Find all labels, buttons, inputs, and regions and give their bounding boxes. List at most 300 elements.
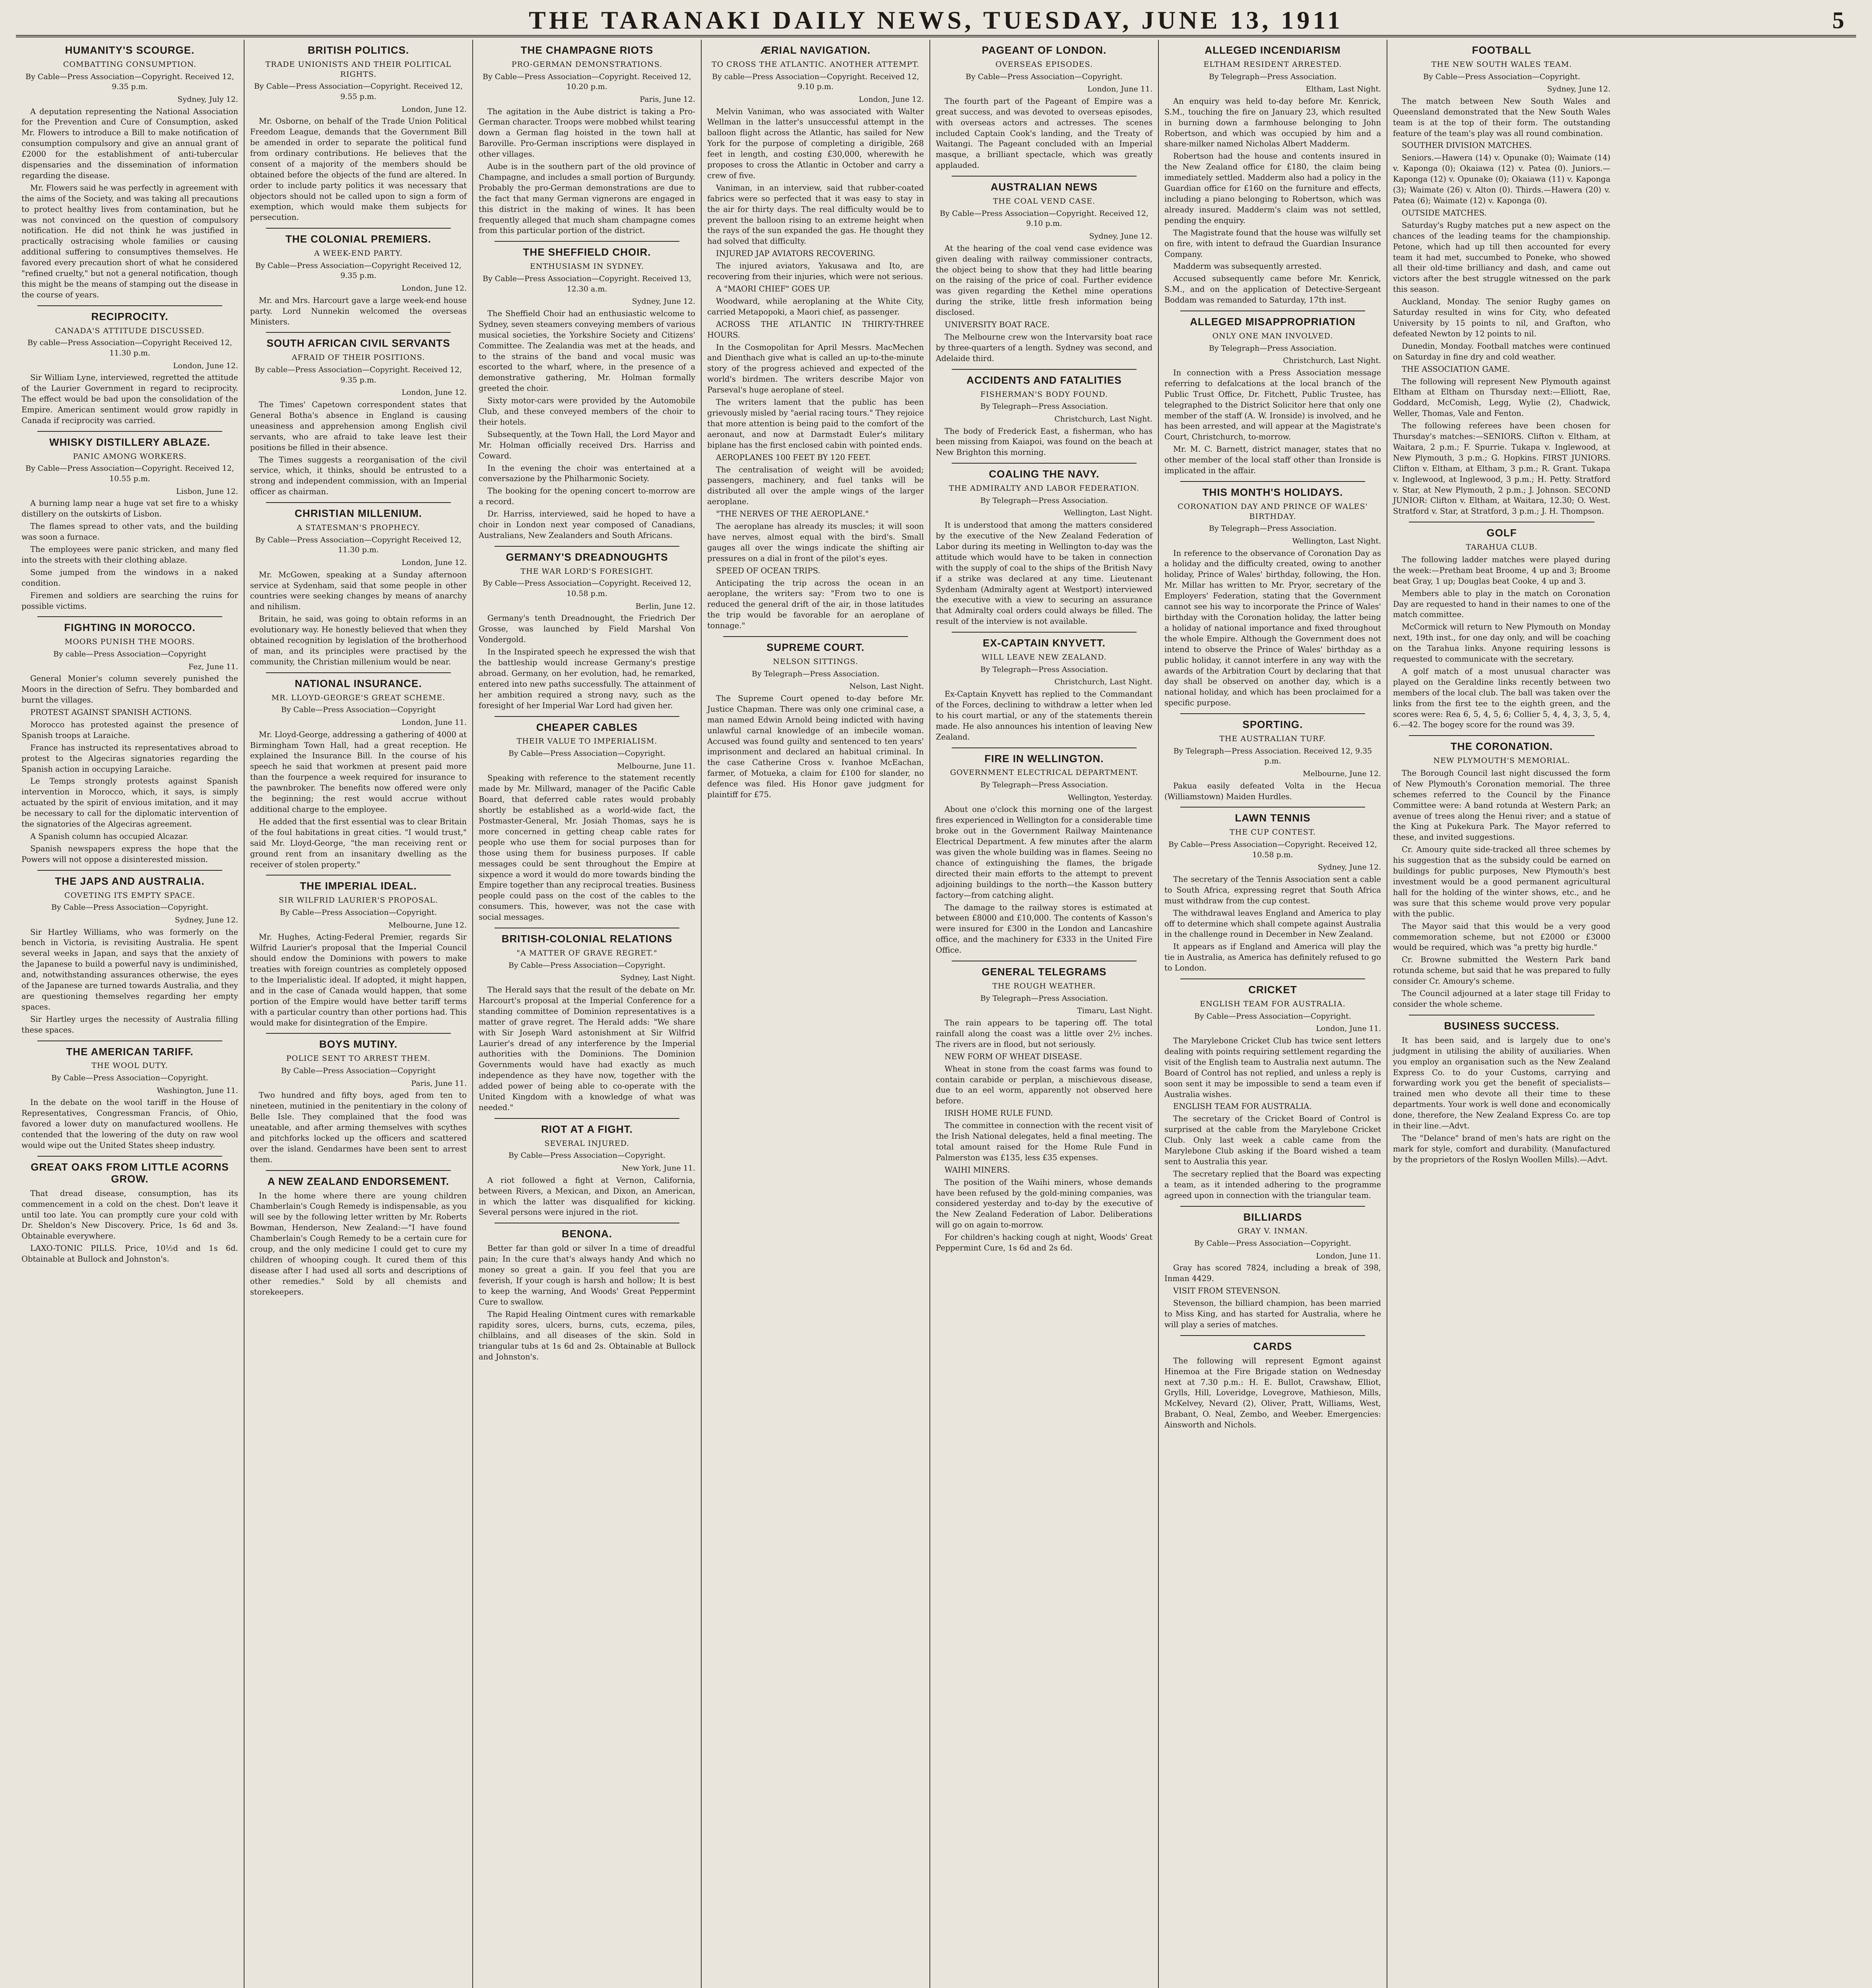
article-paragraph: The secretary of the Cricket Board of Control is surprised at the cable from the Marylebone Cricket Club. Only last week a cable came from the Marylebone Club asking if the Board wished a team sent to Australia this year.	[1164, 1114, 1381, 1166]
article-headline: CHRISTIAN MILLENIUM.	[295, 507, 422, 520]
article-headline: COALING THE NAVY.	[989, 468, 1100, 480]
article-subheading: THE ROUGH WEATHER.	[992, 982, 1096, 990]
article-paragraph: The Melbourne crew won the Intervarsity boat race by three-quarters of a length. Sydney was second, and Adelaide third.	[936, 332, 1152, 363]
article-credit: By Cable—Press Association—Copyright Received 12, 11.30 p.m.	[255, 535, 462, 555]
article-headline: SPORTING.	[1242, 718, 1303, 731]
article	[479, 546, 695, 711]
column-6	[1159, 40, 1387, 1988]
article-headline: THE SHEFFIELD CHOIR.	[523, 246, 651, 258]
article	[479, 45, 695, 236]
article	[936, 747, 1152, 956]
article	[250, 228, 467, 327]
article-credit: By cable—Press Association—Copyright. Received 12, 9.10 p.m.	[712, 72, 919, 91]
article-credit: By Cable—Press Association—Copyright.	[1194, 1011, 1351, 1021]
article-paragraph: It appears as if England and America will play the tie in Australia, as America has definitely refused to go to London.	[1164, 942, 1381, 973]
article-paragraph: A burning lamp near a huge vat set fire to a whisky distillery on the outskirts of Lisbon.	[21, 499, 238, 519]
article-paragraph: Mr. M. C. Barnett, district manager, states that no other member of the local staff other than Ironside is implicated in the affair.	[1164, 445, 1381, 476]
article-paragraph: The secretary replied that the Board was expecting a team, as it intended adhering to the programme agreed upon in connection with the triangular team.	[1164, 1169, 1381, 1200]
article-dateline: Wellington, Last Night.	[1292, 536, 1381, 546]
article-divider	[266, 672, 451, 673]
article-paragraph: The booking for the opening concert to-morrow are a record.	[479, 486, 695, 507]
article-subheading: TO CROSS THE ATLANTIC. ANOTHER ATTEMPT.	[712, 60, 920, 69]
article-paragraph: In reference to the observance of Coronation Day as a holiday and the difficulty created, owing to another holiday, Prince of Wales' birthday, following, the Hon. Mr. Millar has written to Mr. Pryor, secretary of the Employers' Federation, stating that the Government cannot see his way to incorporate the Prince of Wales' birthday with the Coronation holiday, the latter being a holiday of national importance and fixed throughout the whole Empire. Although the Government does not intend to observe the Prince of Wales' birthday as a public holiday, it cannot interfere in any way with the awards of the Arbitration Court by declaring that that day shall be observed on another day, which is a national holiday, and which has been proclaimed for a specific purpose.	[1164, 548, 1381, 708]
article-credit: By Telegraph—Press Association.	[980, 780, 1108, 790]
article-divider	[266, 1033, 451, 1034]
article-paragraph: About one o'clock this morning one of the largest fires experienced in Wellington for a considerable time broke out in the Government Railway Maintenance Electrical Department. A few minutes after the alarm was given the whole building was in flames. Seeing no chance of extinguishing the flames, the brigade directed their main efforts to the attempt to prevent adjoining buildings to the north—the Kasson buttery factory—from catching alight.	[936, 805, 1152, 900]
article-headline: FOOTBALL	[1472, 44, 1532, 56]
article-divider	[495, 241, 679, 242]
article-paragraph: The following will represent Egmont against Hinemoa at the Fire Brigade station on Wednesday next at 7.30 p.m.: H. E. Bullot, Crawshaw, Elliot, Grylls, Hill, Loveridge, Lovegrove, Mathieson, Mills, McKelvey, Nevard (2), Oliver, Pratt, Williams, West, Brabant, O. Neal, Zembo, and Weeber. Emergencies: Ainsworth and Nichols.	[1164, 1356, 1381, 1430]
article-paragraph: The committee in connection with the recent visit of the Irish National delegates, held a final meeting. The total amount raised for the Home Rule Fund in Palmerston was £135, less £35 expenses.	[936, 1121, 1152, 1162]
article	[250, 1170, 467, 1298]
article-body	[21, 927, 238, 1036]
article-paragraph: The withdrawal leaves England and America to play off to determine which shall compete against Australia in the challenge round in December in New Zealand.	[1164, 908, 1381, 939]
article-subheading: ENTHUSIASM IN SYDNEY.	[530, 262, 644, 271]
article-body	[479, 613, 695, 711]
article	[21, 305, 238, 426]
article-body	[21, 373, 238, 426]
article	[21, 431, 238, 612]
article	[1164, 1335, 1381, 1431]
article-paragraph: Ex-Captain Knyvett has replied to the Commandant of the Forces, declining to withdraw a letter when led to his court martial, or any of the statements therein made. He also announces his intention of leaving New Zealand.	[936, 689, 1152, 742]
article	[707, 45, 924, 631]
article-dateline: Christchurch, Last Night.	[1283, 356, 1381, 365]
article-subheading: SEVERAL INJURED.	[544, 1139, 630, 1148]
article-divider	[1180, 807, 1365, 808]
article	[1393, 522, 1610, 730]
article-dateline: Melbourne, June 12.	[388, 920, 467, 930]
article-paragraph: Dunedin, Monday. Football matches were continued on Saturday in fine dry and cold weather.	[1393, 341, 1610, 361]
article-paragraph: NEW FORM OF WHEAT DISEASE.	[945, 1052, 1082, 1061]
article-credit: By Cable—Press Association—Copyright.	[508, 1151, 665, 1160]
article-divider	[266, 502, 451, 503]
article-headline: GOLF	[1486, 527, 1517, 539]
article-headline: RIOT AT A FIGHT.	[541, 1123, 633, 1135]
article-subheading: NELSON SITTINGS.	[773, 657, 858, 666]
article-divider	[495, 716, 679, 717]
article-credit: By Telegraph—Press Association. Received 12, 9.35 p.m.	[1173, 746, 1372, 766]
article-paragraph: That dread disease, consumption, has its commencement in a cold on the chest. Don't leave it until too late. You can promptly cure your cold with Dr. Sheldon's New Discovery. Price, 1s 6d and 3s. Obtainable everywhere.	[21, 1188, 238, 1241]
article-subheading: POLICE SENT TO ARREST THEM.	[286, 1054, 431, 1063]
article-credit: By Cable—Press Association—Copyright.	[51, 1074, 208, 1083]
article-subheading: THE AUSTRALIAN TURF.	[1219, 734, 1326, 744]
article-body	[250, 1191, 467, 1298]
article-divider	[1180, 1335, 1365, 1336]
article-divider	[952, 747, 1137, 748]
article-paragraph: The following ladder matches were played during the week:—Pretham beat Broome, 4 up and 3; Broome beat Gray, 1 up; Douglas beat Cooke, 4 up and 3.	[1393, 555, 1610, 586]
article-headline: THE AMERICAN TARIFF.	[66, 1045, 194, 1058]
article-paragraph: WAIHI MINERS.	[945, 1165, 1010, 1175]
article-body	[936, 520, 1152, 627]
article-paragraph: Morocco has protested against the presence of Spanish troops at Laraiche.	[21, 720, 238, 740]
article	[250, 672, 467, 870]
article-paragraph: Cr. Browne submitted the Western Park band rotunda scheme, but said that he was prepared to fully consider Cr. Amoury's scheme.	[1393, 955, 1610, 986]
article-credit: By Telegraph—Press Association.	[751, 669, 880, 678]
article-subheading: SIR WILFRID LAURIER'S PROPOSAL.	[279, 896, 438, 905]
article-body	[936, 243, 1152, 364]
article	[479, 1223, 695, 1363]
article-paragraph: Melvin Vaniman, who was associated with Walter Wellman in the latter's unsuccessful attempt in the balloon flight across the Atlantic, has sailed for New York for the purpose of completing a dirigible, 268 feet in length, and costing £30,000, wherewith he proposes to cross the Atlantic in October and carry a crew of five.	[707, 107, 924, 180]
article-paragraph: INJURED JAP AVIATORS RECOVERING.	[716, 249, 875, 258]
article-paragraph: The Borough Council last night discussed the form of New Plymouth's Coronation memorial. The three schemes referred to the Council by the Finance Committee were: A band rotunda at Western Park; an avenue of trees along the Henui river; and a statue of the King at Pukekura Park. The Mayor referred to these, and invited suggestions.	[1393, 768, 1610, 842]
article-dateline: Timaru, Last Night.	[1077, 1006, 1152, 1015]
article-paragraph: The Times' Capetown correspondent states that General Botha's absence in England is causing uneasiness and apprehension among English civil servants, who are afraid to take leave lest their positions be filled in their absence.	[250, 400, 467, 452]
article-headline: A NEW ZEALAND ENDORSEMENT.	[268, 1175, 449, 1187]
article	[1164, 807, 1381, 974]
article-body	[936, 804, 1152, 956]
article-divider	[1180, 978, 1365, 979]
article-subheading: THE COAL VEND CASE.	[993, 197, 1096, 206]
article-paragraph: At the hearing of the coal vend case evidence was given dealing with railway commissioner contracts, the object being to show that they had little bearing on the raising of the price of coal. Further evidence was given regarding the Kethel mine operations during the strike, little fresh information being disclosed.	[936, 243, 1152, 317]
article-paragraph: The agitation in the Aube district is taking a Pro-German character. Troops were mobbed whilst tearing down a German flag hoisted in the town hall at Baroville. Pro-German inscriptions were displayed in other villages.	[479, 107, 695, 159]
article	[250, 1033, 467, 1165]
masthead-title: THE TARANAKI DAILY NEWS, TUESDAY, JUNE 13, 1911	[529, 6, 1343, 34]
article-paragraph: Sir Hartley Williams, who was formerly on the bench in Victoria, is revisiting Australia. He spent several weeks in Japan, and says that the anxiety of the Japanese to build a powerful navy is undiminished, and, notwithstanding assurances otherwise, the eyes of the Japanese are turned towards Australia, and they are questioning themselves regarding her empty spaces.	[21, 927, 238, 1011]
article-paragraph: Mr. Osborne, on behalf of the Trade Union Political Freedom League, demands that the Government Bill be amended in order to separate the political fund from ordinary contributions. He believes that the consent of a majority of the members should be obtained before the objects of the fund are altered. In order to include party politics it was necessary that objectors should not be called upon to sign a form of exemption, which would make them subjects for persecution.	[250, 116, 467, 222]
article-paragraph: IRISH HOME RULE FUND.	[945, 1109, 1053, 1118]
article-credit: By Telegraph—Press Association.	[980, 994, 1108, 1003]
article-paragraph: A deputation representing the National Association for the Prevention and Cure of Consumption, asked Mr. Flowers to introduce a Bill to make notification of consumption compulsory and give an annual grant of £2000 for the establishment of anti-tubercular dispensaries and the dissemination of information regarding the disease.	[21, 107, 238, 180]
article-subheading: AFRAID OF THEIR POSITIONS.	[291, 353, 425, 362]
article	[1393, 45, 1610, 517]
article-dateline: London, June 12.	[859, 95, 924, 104]
article-dateline: Christchurch, Last Night.	[1054, 414, 1152, 423]
article-credit: By Cable—Press Association—Copyright	[281, 705, 436, 714]
article-paragraph: Two hundred and fifty boys, aged from ten to nineteen, mutinied in the penitentiary in the colony of Belle Isle. They complained that the food was uneatable, and after arming themselves with scythes and pitchforks locked up the officers and scattered over the island. Gendarmes have been sent to arrest them.	[250, 1091, 467, 1164]
article-dateline: Sydney, June 12.	[1089, 232, 1152, 241]
article-dateline: Christchurch, Last Night.	[1054, 678, 1152, 687]
article-subheading: GOVERNMENT ELECTRICAL DEPARTMENT.	[950, 768, 1139, 777]
article-dateline: London, June 12.	[402, 105, 467, 114]
article-headline: BOYS MUTINY.	[319, 1038, 398, 1050]
article-divider	[1180, 713, 1365, 714]
article-paragraph: Mr. Lloyd-George, addressing a gathering of 4000 at Birmingham Town Hall, had a great reception. He explained the Insurance Bill. In the course of his speech he said that workmen at present paid more than the fourpence a week required for insurance to the pawnbroker. The benefits now offered were only the beginning; the rest would accrue without additional charge to the employee.	[250, 730, 467, 814]
article-subheading: THE ADMIRALTY AND LABOR FEDERATION.	[949, 484, 1139, 493]
column-4	[702, 40, 930, 1988]
article-headline: THIS MONTH'S HOLIDAYS.	[1202, 486, 1343, 498]
article	[936, 176, 1152, 364]
article-paragraph: In the Cosmopolitan for April Messrs. MacMechen and Dienthach give what is called an up-to-the-minute story of the progress achieved and expected of the world's birdmen. The writers describe Major von Parseval's huge aeroplane of steel.	[707, 342, 924, 395]
article-divider	[1180, 481, 1365, 482]
article	[936, 45, 1152, 171]
article-paragraph: The Sheffield Choir had an enthusiastic welcome to Sydney, seven steamers conveying members of various musical societies, the Yorkshire Society and Citizens' Committee. The Zealandia was met at the heads, and to the strains of the band and vocal music was escorted to the wharf, where, in the presence of a demonstrative gathering, Mr. Holman formally greeted the choir.	[479, 309, 695, 393]
article-credit: By Cable—Press Association—Copyright. Received 12, 10.20 p.m.	[483, 72, 691, 91]
article-headline: ÆRIAL NAVIGATION.	[760, 44, 871, 56]
article-body	[936, 426, 1152, 458]
article-paragraph: The "Delance" brand of men's hats are right on the mark for style, comfort and durability. (Manufactured by the proprietors of the Roslyn Woollen Mills).—Advt.	[1393, 1133, 1610, 1164]
article-credit: By Cable—Press Association—Copyright. Received 12, 10.58 p.m.	[483, 579, 691, 598]
article-divider	[1180, 1206, 1365, 1207]
article-dateline: Sydney, June 12.	[175, 915, 238, 924]
article-paragraph: PROTEST AGAINST SPANISH ACTIONS.	[30, 707, 192, 717]
article-subheading: COVETING ITS EMPTY SPACE.	[64, 891, 196, 900]
article	[250, 45, 467, 223]
article-dateline: Eltham, Last Night.	[1306, 85, 1381, 94]
article-paragraph: The writers lament that the public has been grievously misled by "aerial racing tours." They rejoice that more attention is being paid to the comfort of the aeronaut, and now at Darmstadt Euler's military biplane has the first enclosed cabin with pointed ends.	[707, 398, 924, 450]
article-paragraph: The centralisation of weight will be avoided; passengers, machinery, and fuel tanks will be distributed all over the ample wings of the larger aeroplane.	[707, 465, 924, 507]
article-paragraph: A "MAORI CHIEF" GOES UP.	[716, 284, 830, 293]
article-credit: By Cable—Press Association—Copyright Received 12, 9.35 p.m.	[255, 261, 462, 280]
article-paragraph: Mr. Hughes, Acting-Federal Premier, regards Sir Wilfrid Laurier's proposal that the Imperial Council should endow the Dominions with powers to make treaties with foreign countries as completely opposed to the Imperialistic ideal. If adopted, it might happen, and in the case of Canada would happen, that some portion of the Empire would have better tariff terms with a particular country than other portions had. This would make for disintegration of the Empire.	[250, 932, 467, 1027]
article	[936, 463, 1152, 627]
article-headline: GENERAL TELEGRAMS	[982, 966, 1107, 978]
article-body	[936, 689, 1152, 743]
article-dateline: London, June 11.	[1316, 1251, 1381, 1260]
article-paragraph: Seniors.—Hawera (14) v. Opunake (0); Waimate (14) v. Kaponga (0); Okaiawa (12) v. Patea (0). Juniors.—Kaponga (12) v. Opunake (0); Okaiawa (11) v. Kaponga (3); Waimate (26) v. Alton (0). Thirds.—Hawera (20) v. Patea (6); Waimate (12) v. Kaponga (0).	[1393, 153, 1610, 206]
article	[1164, 713, 1381, 802]
masthead	[16, 6, 1856, 37]
article-subheading: COMBATTING CONSUMPTION.	[63, 60, 197, 69]
article-headline: THE COLONIAL PREMIERS.	[285, 233, 431, 245]
article-paragraph: The rain appears to be tapering off. The total rainfall along the coast was a little over 2½ inches. The rivers are in flood, but not seriously.	[936, 1018, 1152, 1049]
article-dateline: Sydney, June 12.	[1317, 863, 1381, 872]
article-paragraph: Stevenson, the billiard champion, has been married to Miss King, and has started for Australia, where he will play a series of matches.	[1164, 1299, 1381, 1329]
article	[1164, 481, 1381, 709]
article-subheading: PANIC AMONG WORKERS.	[73, 452, 187, 461]
article-credit: By Cable—Press Association—Copyright. Received 12, 10.55 p.m.	[25, 464, 234, 483]
article-headline: SUPREME COURT.	[766, 641, 865, 654]
article-paragraph: A riot followed a fight at Vernon, California, between Rivers, a Mexican, and Dixon, an American, in which the latter was disqualified for kicking. Several persons were injured in the riot.	[479, 1175, 695, 1217]
article	[479, 241, 695, 541]
article-credit: By cable—Press Association—Copyright. Received 12, 9.35 p.m.	[255, 365, 462, 384]
article-credit: By Cable—Press Association—Copyright.	[508, 749, 665, 758]
column-5	[930, 40, 1159, 1988]
article-headline: SOUTH AFRICAN CIVIL SERVANTS	[266, 337, 450, 349]
article-paragraph: The position of the Waihi miners, whose demands have been refused by the gold-mining companies, was considered yesterday and to-day by the executive of the New Zealand Federation of Labor. Deliberations will go on again to-morrow.	[936, 1177, 1152, 1230]
article-divider	[495, 546, 679, 547]
article-paragraph: Accused subsequently came before Mr. Kenrick, S.M., and on the application of Detective-Sergeant Boddam was remanded to Saturday, 17th inst.	[1164, 274, 1381, 305]
article-body	[1393, 555, 1610, 731]
article-paragraph: It has been said, and is largely due to one's judgment in utilising the ability of auxiliaries. When you employ an organisation such as the New Zealand Express Co. to do your Customs, carrying and forwarding work you get the benefit of specialists—trained men who devote all their time to these departments. Your work is well done and economically done, therefore, the New Zealand Express Co. are top in their line.—Advt.	[1393, 1035, 1610, 1131]
article-headline: EX-CAPTAIN KNYVETT.	[983, 637, 1106, 649]
article-subheading: "A MATTER OF GRAVE REGRET."	[516, 949, 658, 957]
article-divider	[266, 1170, 451, 1171]
article-body	[250, 932, 467, 1028]
article-dateline: London, June 11.	[1087, 85, 1152, 94]
article-subheading: THEIR VALUE TO IMPERIALISM.	[516, 737, 658, 746]
article-dateline: Sydney, June 12.	[1547, 85, 1610, 94]
article-dateline: London, June 12.	[173, 361, 238, 370]
article-credit: By Cable—Press Association—Copyright. Received 12, 9.35 p.m.	[25, 72, 234, 91]
article-paragraph: In the Inspirated speech he expressed the wish that the battleship would increase Germany's prestige abroad. Germany, on her evolution, had, he remarked, entered into new paths successfully. The attainment of her ambition required a strong navy, such as the foresight of her Imperial War Lord had given her.	[479, 647, 695, 710]
article-paragraph: Gray has scored 7824, including a break of 398, Inman 4429.	[1164, 1263, 1381, 1283]
article-paragraph: In the evening the choir was entertained at a conversazione by the Philharmonic Society.	[479, 463, 695, 483]
article-divider	[266, 332, 451, 333]
article-body	[1164, 1356, 1381, 1431]
article-body	[1164, 368, 1381, 476]
article-divider	[1409, 735, 1595, 736]
article-paragraph: The following will represent New Plymouth against Eltham at Eltham on Thursday next:—Elliott, Rae, Goddard, McComish, Legg, Wylie (2), Chadwick, Weller, Thomas, Vale and Fenton.	[1393, 377, 1610, 418]
article-dateline: London, June 12.	[402, 388, 467, 397]
article-body	[479, 985, 695, 1113]
article-paragraph: Saturday's Rugby matches put a new aspect on the chances of the leading teams for the championship. Petone, which had up till then accounted for every team it had met, succumbed to Poneke, who showed all their old-time brilliancy and dash, and came out victors after the best struggle witnessed on the park this season.	[1393, 220, 1610, 294]
article-headline: WHISKY DISTILLERY ABLAZE.	[49, 436, 210, 448]
article-dateline: Melbourne, June 11.	[617, 761, 695, 771]
article	[1164, 45, 1381, 306]
article-body	[1164, 1036, 1381, 1201]
article-body	[250, 570, 467, 668]
article-headline: BRITISH-COLONIAL RELATIONS	[501, 933, 673, 945]
article-body	[21, 1097, 238, 1151]
article	[479, 716, 695, 923]
columns-container	[16, 40, 1856, 1988]
article-paragraph: Subsequently, at the Town Hall, the Lord Mayor and Mr. Holman officially received Drs. Harriss and Coward.	[479, 429, 695, 460]
article	[1164, 978, 1381, 1201]
article	[936, 369, 1152, 458]
article-body	[1164, 548, 1381, 709]
article-paragraph: The fourth part of the Pageant of Empire was a great success, and was devoted to overseas episodes, with overseas actors and actresses. The scenes included Captain Cook's landing, and the Treaty of Waitangi. The Pageant concluded with an Imperial masque, a brilliant spectacle, which was greatly applauded.	[936, 96, 1152, 170]
article	[1164, 311, 1381, 476]
article-paragraph: Better far than gold or silver In a time of dreadful pain; In the cure that's always handy And which no money so great a gain. If you feel that you are feverish, If your cough is harsh and hollow; It is best to keep the warning, And Woods' Great Peppermint Cure to swallow.	[479, 1244, 695, 1307]
article-subheading: GRAY V. INMAN.	[1238, 1227, 1308, 1236]
article-paragraph: The flames spread to other vats, and the building was soon a furnace.	[21, 522, 238, 542]
article-paragraph: The injured aviators, Yakusawa and Ito, are recovering from their injuries, which were not serious.	[707, 261, 924, 282]
article-headline: GERMANY'S DREADNOUGHTS	[506, 551, 668, 563]
article-divider	[37, 431, 222, 432]
article-paragraph: Pakua easily defeated Volta in the Hecua (Williamstown) Maiden Hurdles.	[1164, 781, 1381, 801]
article-subheading: TRADE UNIONISTS AND THEIR POLITICAL RIGHTS.	[265, 60, 452, 79]
article-body	[707, 107, 924, 632]
article-paragraph: Aube is in the southern part of the old province of Champagne, and includes a small portion of Burgundy. Probably the pro-German demonstrations are due to the fact that many German vignerons are engaged in this district in the making of wines. It has been frequently alleged that much sham champagne comes from this particular portion of the district.	[479, 162, 695, 235]
article-dateline: Fez, June 11.	[188, 662, 238, 671]
article-divider	[37, 616, 222, 617]
article-body	[479, 309, 695, 541]
article-body	[250, 730, 467, 870]
article-paragraph: In the home where there are young children Chamberlain's Cough Remedy is indispensable, as you will see by the following letter written by Mr. Roberts Bowman, Henderson, New Zealand:—"I have found Chamberlain's Cough Remedy to be a certain cure for croup, and the only medicine I could get to cure my children of whooping cough. It cured them of this disease after I had used all sorts and descriptions of other remedies." Sold by all chemists and storekeepers.	[250, 1191, 467, 1297]
article	[479, 928, 695, 1113]
article-divider	[723, 636, 908, 637]
article-headline: CHEAPER CABLES	[536, 721, 638, 733]
article-paragraph: Madderm was subsequently arrested.	[1173, 262, 1322, 271]
article-paragraph: The Mayor said that this would be a very good commemoration scheme, but not £2000 or £3000 would be required, which was "a pretty big hurdle."	[1393, 921, 1610, 952]
article	[21, 45, 238, 301]
article-paragraph: The secretary of the Tennis Association sent a cable to South Africa, expressing regret that South Africa must withdraw from the cup contest.	[1164, 874, 1381, 905]
article-divider	[266, 228, 451, 229]
article-credit: By Cable—Press Association—Copyright.	[508, 961, 665, 970]
article-paragraph: Anticipating the trip across the ocean in an aeroplane, the writers say: "From two to one is reduced the general drift of the air, in those latitudes the trip would be favorable for an aeroplane of tonnage."	[707, 578, 924, 631]
article-headline: AUSTRALIAN NEWS	[990, 181, 1098, 193]
article-paragraph: SOUTHER DIVISION MATCHES.	[1402, 141, 1532, 150]
article-paragraph: LAXO-TONIC PILLS. Price, 10½d and 1s 6d. Obtainable at Bullock and Johnston's.	[21, 1244, 238, 1264]
article-paragraph: AEROPLANES 100 FEET BY 120 FEET.	[716, 452, 871, 462]
article-dateline: Berlin, June 12.	[635, 602, 695, 611]
article-headline: THE JAPS AND AUSTRALIA.	[55, 875, 205, 887]
article-body	[479, 107, 695, 237]
article-paragraph: Mr. and Mrs. Harcourt gave a large week-end house party. Lord Nunnekin welcomed the overseas Ministers.	[250, 295, 467, 326]
article-subheading: OVERSEAS EPISODES.	[995, 60, 1093, 69]
article-credit: By Telegraph—Press Association.	[980, 402, 1108, 411]
article-subheading: THE CUP CONTEST.	[1230, 828, 1316, 837]
article-paragraph: VISIT FROM STEVENSON.	[1173, 1286, 1280, 1296]
article-divider	[952, 176, 1137, 177]
article-paragraph: The Rapid Healing Ointment cures with remarkable rapidity sores, ulcers, burns, cuts, eczema, piles, chilblains, and all diseases of the skin. Sold in triangular tubs at 1s 6d and 2s. Obtainable at Bullock and Johnston's.	[479, 1309, 695, 1362]
article-dateline: London, June 11.	[1316, 1024, 1381, 1033]
article-paragraph: Germany's tenth Dreadnought, the Friedrich Der Grosse, was launched by Field Marshal Von Vondergold.	[479, 613, 695, 645]
article-headline: CARDS	[1253, 1340, 1292, 1352]
article-paragraph: Mr. Flowers said he was perfectly in agreement with the aims of the Society, and was taking all precautions to protect healthy lives from contamination, but he was not convinced on the question of compulsory notification. He did not think he was justified in practically ostracising whole families or causing additional suffering to consumptives themselves. He favored every precaution short of what he considered "refined cruelty," but not a general notification, though this might be the means of stamping out the disease in the course of years.	[21, 183, 238, 299]
article-subheading: MR. LLOYD-GEORGE'S GREAT SCHEME.	[271, 693, 446, 702]
article-paragraph: The Supreme Court opened to-day before Mr. Justice Chapman. There was only one criminal case, a man named Edwin Arnold being indicted with having unlawful carnal knowledge of an imbecile woman. Accused was found guilty and sentenced to ten years' imprisonment and declared an habitual criminal. In the case Catherine Cross v. Ivanhoe McEachan, farmer, of Motueka, a claim for £100 for slander, no defence was filed. His Honor gave judgment for plaintiff for £75.	[707, 693, 924, 800]
article-dateline: Washington, June 11.	[157, 1086, 238, 1095]
article-credit: By Cable—Press Association—Copyright. Received 12, 9.55 p.m.	[254, 82, 463, 101]
article-paragraph: The Magistrate found that the house was wilfully set on fire, with intent to defraud the Guardian Insurance Company.	[1164, 228, 1381, 259]
article-headline: NATIONAL INSURANCE.	[295, 677, 422, 689]
article-paragraph: THE ASSOCIATION GAME.	[1402, 364, 1510, 374]
article-credit: By Cable—Press Association—Copyright.	[1423, 72, 1580, 81]
article-paragraph: France has instructed its representatives abroad to protest to the Algeciras signatories regarding the Spanish action in occupying Laraiche.	[21, 743, 238, 774]
article	[936, 961, 1152, 1254]
article-subheading: MOORS PUNISH THE MOORS.	[64, 637, 195, 646]
article-paragraph: Britain, he said, was going to obtain reforms in an evolutionary way. He honestly believed that when they obtained recognition by legislation of the brotherhood of man, and its principles were practised by the community, the Christian millenium would be near.	[250, 614, 467, 666]
article-paragraph: Firemen and soldiers are searching the ruins for possible victims.	[21, 590, 238, 611]
article-divider	[952, 632, 1137, 633]
article-subheading: THE NEW SOUTH WALES TEAM.	[1431, 60, 1572, 69]
article	[21, 616, 238, 865]
article-subheading: ENGLISH TEAM FOR AUSTRALIA.	[1200, 1000, 1346, 1008]
article-credit: By Cable—Press Association—Copyright.	[280, 908, 437, 917]
article-dateline: Lisbon, June 12.	[176, 487, 238, 496]
article-paragraph: The body of Frederick East, a fisherman, who has been missing from Kaiapoi, was found on the beach at New Brighton this morning.	[936, 426, 1152, 457]
article-paragraph: ENGLISH TEAM FOR AUSTRALIA.	[1173, 1102, 1312, 1111]
article-body	[1393, 1035, 1610, 1165]
article-paragraph: For children's hacking cough at night, Woods' Great Peppermint Cure, 1s 6d and 2s 6d.	[936, 1233, 1152, 1253]
article-headline: PAGEANT OF LONDON.	[982, 44, 1107, 56]
article-subheading: WILL LEAVE NEW ZEALAND.	[982, 653, 1107, 662]
article-paragraph: UNIVERSITY BOAT RACE.	[945, 320, 1050, 330]
article-paragraph: Woodward, while aeroplaning at the White City, carried Metapopoki, a Maori chief, as passenger.	[707, 296, 924, 316]
article-body	[1393, 96, 1610, 517]
article-body	[21, 1188, 238, 1265]
article-body	[707, 693, 924, 800]
article-body	[479, 773, 695, 923]
article-credit: By Cable—Press Association—Copyright. Received 12, 9.10 p.m.	[940, 209, 1148, 228]
article-headline: ALLEGED MISAPPROPRIATION	[1190, 316, 1356, 328]
article-credit: By Telegraph—Press Association.	[980, 665, 1108, 674]
article-body	[250, 1090, 467, 1165]
article-dateline: New York, June 11.	[622, 1164, 695, 1173]
article-dateline: Sydney, Last Night.	[621, 973, 695, 982]
article	[250, 332, 467, 497]
article-credit: By Telegraph—Press Association.	[980, 496, 1108, 505]
column-7	[1387, 40, 1616, 1988]
article-credit: By Cable—Press Association—Copyright.	[1194, 1239, 1351, 1248]
article-headline: FIGHTING IN MOROCCO.	[64, 621, 196, 634]
article	[1393, 1015, 1610, 1165]
article-paragraph: Robertson had the house and contents insured in the New Zealand office for £180, the claim being immediately settled. Madderm also had a policy in the Guardian office for £160 on the furniture and effects, including a piano belonging to Robertson, which was already insured. Madderm's claim was not settled, pending the enquiry.	[1164, 151, 1381, 225]
article-paragraph: The employees were panic stricken, and many fled into the streets with their clothing ablaze.	[21, 544, 238, 565]
article-paragraph: ACROSS THE ATLANTIC IN THIRTY-THREE HOURS.	[707, 319, 924, 340]
article	[21, 870, 238, 1036]
article-paragraph: Spanish newspapers express the hope that the Powers will not oppose a disinterested mission.	[21, 844, 238, 864]
page-number: 5	[1832, 7, 1844, 33]
article-credit: By Telegraph—Press Association.	[1209, 72, 1337, 81]
article-divider	[37, 1156, 222, 1157]
article-paragraph: It is understood that among the matters considered by the executive of the New Zealand Federation of Labor during its meeting in Wellington to-day was the attitude which would have to be taken in connection with the supply of coal to the ships of the British Navy if a strike was declared at any time. Lieutenant Sydenham (Admiralty agent at Westport) interviewed the executive with a view to securing an assurance that Admiralty coal orders could always be filled. The result of the interview is not available.	[936, 520, 1152, 626]
article-credit: By Cable—Press Association—Copyright.	[966, 72, 1123, 81]
article	[707, 636, 924, 800]
article-paragraph: He added that the first essential was to clear Britain of the foul habitations in great cities. "I would trust," said Mr. Lloyd-George, "the man receiving rent or ground rent from an insanitary dwelling as the receiver of stolen property."	[250, 817, 467, 869]
article-credit: By Cable—Press Association—Copyright	[281, 1066, 436, 1076]
column-3	[473, 40, 702, 1988]
article-dateline: London, June 11.	[402, 718, 467, 727]
article-headline: ALLEGED INCENDIARISM	[1205, 44, 1341, 56]
article-dateline: Wellington, Yesterday.	[1068, 793, 1152, 802]
article-dateline: Wellington, Last Night.	[1063, 509, 1152, 518]
article-paragraph: Dr. Harriss, interviewed, said he hoped to have a choir in London next year composed of Canadians, Australians, New Zealanders and South Africans.	[479, 509, 695, 540]
article-paragraph: The Marylebone Cricket Club has twice sent letters dealing with points requiring settlement regarding the visit of the English team to Australia next autumn. The Board of Control has not replied, and unless a reply is soon sent it may be impossible to send a team even if Australia wishes.	[1164, 1036, 1381, 1099]
article-body	[479, 1243, 695, 1363]
article-credit: By cable—Press Association—Copyright	[53, 649, 206, 658]
